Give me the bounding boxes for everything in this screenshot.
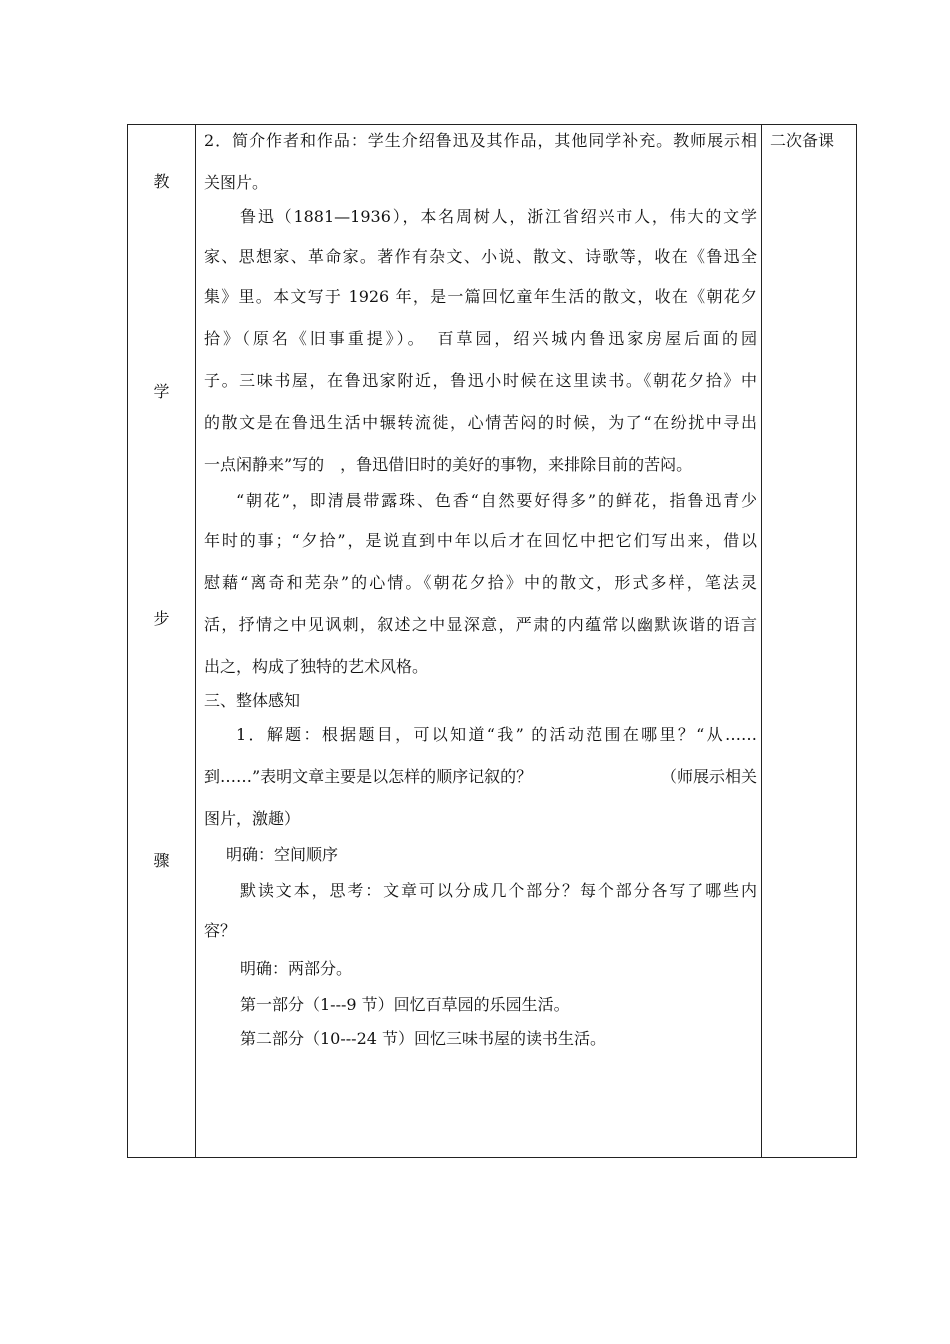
notes-column-label: 二次备课 [770, 131, 835, 150]
content-line: 鲁迅（1881—1936），本名周树人，浙江省绍兴市人，伟大的文学 [240, 207, 757, 226]
content-line: 明确：空间顺序 [226, 845, 339, 864]
content-line-right: （师展示相关 [660, 767, 757, 786]
content-line: 默读文本，思考：文章可以分成几个部分？每个部分各写了哪些内 [240, 881, 757, 900]
content-line: 第一部分（1---9 节）回忆百草园的乐园生活。 [240, 995, 570, 1014]
content-line: 1．解题：根据题目，可以知道“我” 的活动范围在哪里？“从…… [236, 725, 757, 744]
side-label-char: 骤 [153, 851, 170, 870]
content-line: 活，抒情之中见讽刺，叙述之中显深意，严肃的内蕴常以幽默诙谐的语言 [204, 615, 757, 634]
side-label-char: 教 [153, 172, 170, 191]
content-line: 拾》（原名《旧事重提》）。 百草园，绍兴城内鲁迅家房屋后面的园 [204, 329, 757, 348]
content-line: 慰藉“离奇和芜杂”的心情。《朝花夕拾》中的散文，形式多样，笔法灵 [204, 573, 757, 592]
content-line: 2．简介作者和作品：学生介绍鲁迅及其作品，其他同学补充。教师展示相 [204, 131, 757, 150]
side-label-char: 学 [153, 382, 170, 401]
content-line: 关图片。 [204, 173, 269, 192]
lesson-table [127, 124, 857, 1158]
content-line [204, 765, 757, 789]
content-line: 明确：两部分。 [240, 959, 353, 978]
content-line: 的散文是在鲁迅生活中辗转流徙，心情苦闷的时候，为了“在纷扰中寻出 [204, 413, 757, 432]
content-line: 年时的事；“夕拾”，是说直到中年以后才在回忆中把它们写出来，借以 [204, 531, 757, 550]
content-line: 集》里。本文写于 1926 年，是一篇回忆童年生活的散文，收在《朝花夕 [204, 287, 757, 306]
column-divider [761, 125, 762, 1157]
content-line: “朝花”，即清晨带露珠、色香“自然要好得多”的鲜花，指鲁迅青少 [236, 491, 757, 510]
content-line: 家、思想家、革命家。著作有杂文、小说、散文、诗歌等，收在《鲁迅全 [204, 247, 757, 266]
content-line: 出之，构成了独特的艺术风格。 [204, 657, 429, 676]
content-line: 第二部分（10---24 节）回忆三味书屋的读书生活。 [240, 1029, 607, 1048]
content-line: 图片，激趣） [204, 809, 301, 828]
content-line-left: 到……”表明文章主要是以怎样的顺序记叙的？ [204, 767, 533, 786]
side-label-char: 步 [153, 609, 170, 628]
content-line: 容？ [204, 921, 237, 940]
content-line: 子。三味书屋，在鲁迅家附近，鲁迅小时候在这里读书。《朝花夕拾》中 [204, 371, 757, 390]
column-divider [195, 125, 196, 1157]
content-line: 一点闲静来”写的 ，鲁迅借旧时的美好的事物，来排除目前的苦闷。 [204, 455, 693, 474]
section-heading: 三、整体感知 [204, 691, 301, 710]
